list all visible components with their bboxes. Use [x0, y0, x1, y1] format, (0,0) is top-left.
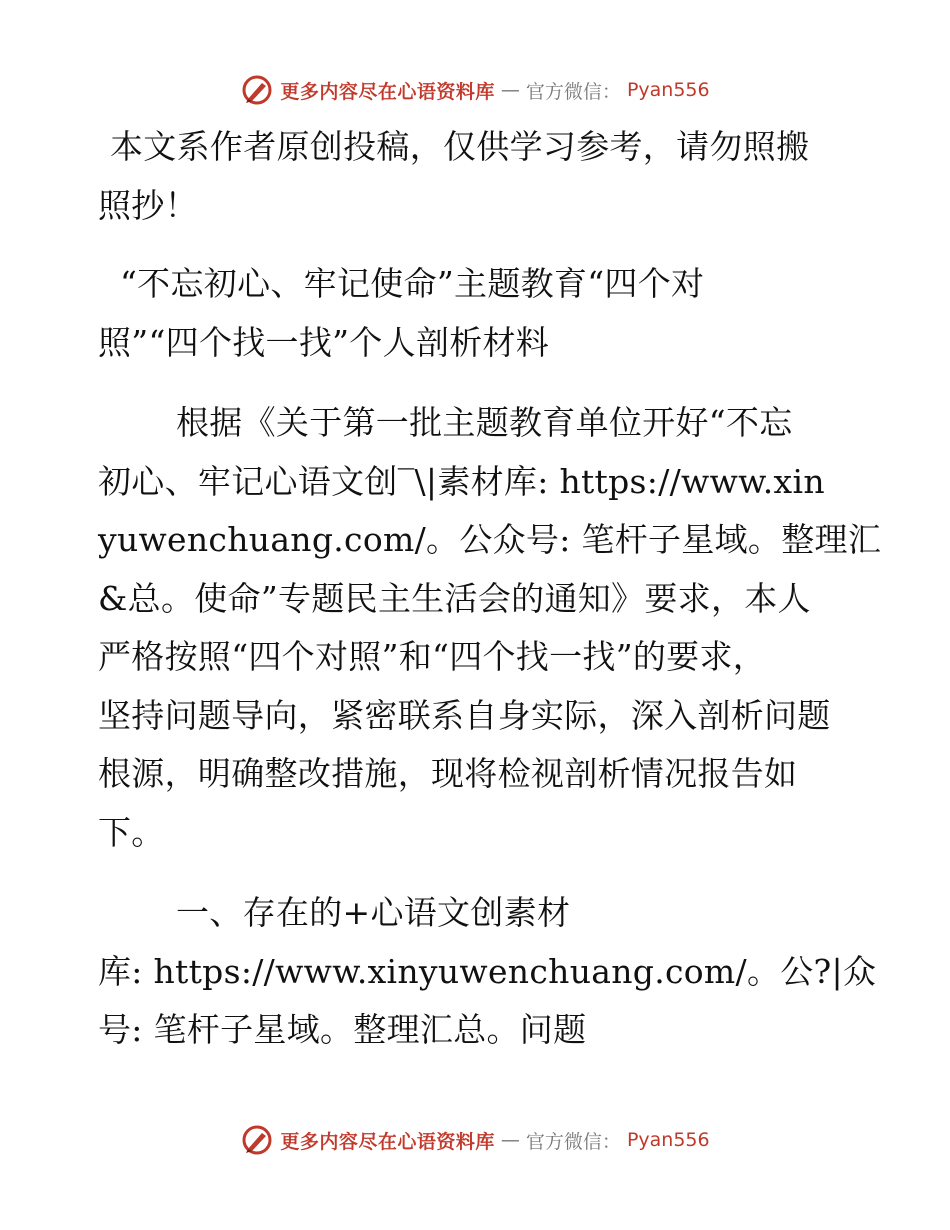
header-dash: —: [500, 79, 520, 101]
body-line: 下。: [98, 812, 165, 852]
body-line: yuwenchuang.com/。公众号: 笔杆子星域。整理汇: [98, 520, 882, 559]
footer-wechat-id: Pyan556: [626, 1129, 710, 1151]
notice-paragraph: [98, 118, 853, 235]
section-heading-paragraph: [98, 884, 877, 1060]
notice-line: 照抄！: [98, 185, 198, 225]
header-banner: [0, 72, 950, 108]
body-line: 根源，明确整改措施，现将检视剖析情况报告如: [98, 754, 798, 793]
header-brand-text: 更多内容尽在心语资料库: [280, 80, 495, 103]
section-line: 库: https://www.xinyuwenchuang.com/。公?|众: [98, 951, 877, 991]
footer-brand-text: 更多内容尽在心语资料库: [280, 1130, 495, 1153]
section-line: 一、存在的+心语文创素材: [176, 893, 571, 932]
header-wechat-id: Pyan556: [626, 79, 710, 101]
body-line: 初心、牢记心语文创‾\|素材库: https://www.xin: [98, 461, 825, 501]
pen-circle-logo-icon: [240, 1123, 274, 1157]
title-line: 照”“四个找一找”个人剖析材料: [98, 322, 550, 362]
title-line: “不忘初心、牢记使命”主题教育“四个对: [120, 264, 705, 303]
section-line: 号: 笔杆子星域。整理汇总。问题: [98, 1010, 587, 1049]
body-line: 严格按照“四个对照”和“四个找一找”的要求，: [98, 637, 767, 676]
document-title: [98, 255, 853, 372]
body-line: 坚持问题导向，紧密联系自身实际，深入剖析问题: [98, 695, 831, 735]
header-wechat-label: 官方微信：: [525, 80, 621, 103]
footer-wechat-label: 官方微信：: [525, 1130, 621, 1153]
footer-dash: —: [500, 1129, 520, 1151]
body-paragraph: [98, 394, 882, 862]
document-content: [98, 118, 882, 1060]
footer-banner: [0, 1122, 950, 1158]
body-line: 根据《关于第一批主题教育单位开好“不忘: [176, 403, 793, 442]
notice-line: 本文系作者原创投稿，仅供学习参考，请勿照搬: [110, 127, 810, 166]
body-line: &总。使命”专题民主生活会的通知》要求，本人: [98, 578, 811, 618]
pen-circle-logo-icon: [240, 73, 274, 107]
